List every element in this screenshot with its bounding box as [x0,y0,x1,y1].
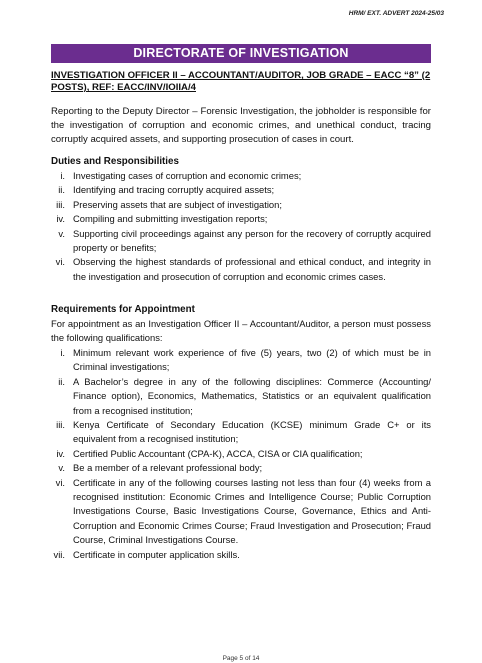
list-item [51,418,431,447]
list-text: Compiling and submitting investigation reports; [73,213,268,225]
list-number: v. [58,462,65,474]
list-text: Certified Public Accountant (CPA-K), ACCA, CISA or CIA qualification; [73,447,363,459]
duties-list [51,169,431,284]
duties-heading: Duties and Responsibilities [51,156,179,167]
requirements-intro: For appointment as an Investigation Officer II – Accountant/Auditor, a person must possess the following qualifications: [51,318,431,344]
list-item [51,227,431,256]
job-title: INVESTIGATION OFFICER II – ACCOUNTANT/AUDITOR, JOB GRADE – EACC “8” (2 POSTS), REF: EACC/INV/IOIIA/4 [51,70,431,93]
list-text: Certificate in computer application skills. [73,548,240,560]
list-item [51,255,431,284]
list-number: iv. [56,213,65,225]
list-item [51,447,431,461]
page-number: Page 5 of 14 [222,655,260,662]
list-text: A Bachelor’s degree in any of the following disciplines: Commerce (Accounting/ Finance option), Economics, Mathematics, Statistics or an equivalent qualification from a recognised institution; [73,375,431,416]
list-number: vi. [55,476,65,488]
list-number: iii. [56,419,65,431]
list-text: Observing the highest standards of professional and ethical conduct, and integrity in the investigation and prosecution of corruption and economic crimes cases. [73,256,431,282]
list-item [51,183,431,197]
list-item [51,212,431,226]
list-number: iii. [56,198,65,210]
list-text: Kenya Certificate of Secondary Education (KCSE) minimum Grade C+ or its equivalent from a recognised institution; [73,419,431,445]
list-item [51,476,431,548]
list-number: ii. [58,184,65,196]
list-text: Be a member of a relevant professional body; [73,462,263,474]
advert-reference: HRM/ EXT. ADVERT 2024-25/03 [348,10,444,17]
list-text: Certificate in any of the following courses lasting not less than four (4) weeks from a recognised institution: Economic Crimes and Intelligence Course; Public Corruption Investigations Course, Basic Investigations Course, Governance, Ethics and Anti-Corruption and Economic Crimes Course; Fraud Investigation and Prosecution; Fraud Course, Criminal Investigations Course. [73,476,431,546]
list-text: Preserving assets that are subject of investigation; [73,198,282,210]
directorate-banner: DIRECTORATE OF INVESTIGATION [51,44,431,63]
list-number: vi. [55,256,65,268]
list-text: Supporting civil proceedings against any person for the recovery of corruptly acquired property or benefits; [73,227,431,254]
list-text: Investigating cases of corruption and economic crimes; [73,170,302,181]
list-item [51,346,431,375]
list-number: ii. [58,375,65,387]
list-number: iv. [56,447,65,459]
requirements-list [51,346,431,562]
list-item [51,548,431,562]
list-text: Minimum relevant work experience of five (5) years, two (2) of which must be in Criminal investigations; [73,347,431,373]
requirements-heading: Requirements for Appointment [51,304,195,315]
list-item [51,375,431,418]
list-number: i. [60,170,65,181]
list-item [51,461,431,475]
list-number: v. [58,227,65,239]
job-summary: Reporting to the Deputy Director – Forensic Investigation, the jobholder is responsible for the investigation of corruption and economic crimes, and unethical conduct, tracing corruptly acquired assets, and supporting prosecution of cases in court. [51,106,431,145]
list-number: i. [60,347,65,358]
list-text: Identifying and tracing corruptly acquired assets; [73,184,275,196]
list-item [51,169,431,183]
list-number: vii. [53,548,65,560]
list-item [51,198,431,212]
